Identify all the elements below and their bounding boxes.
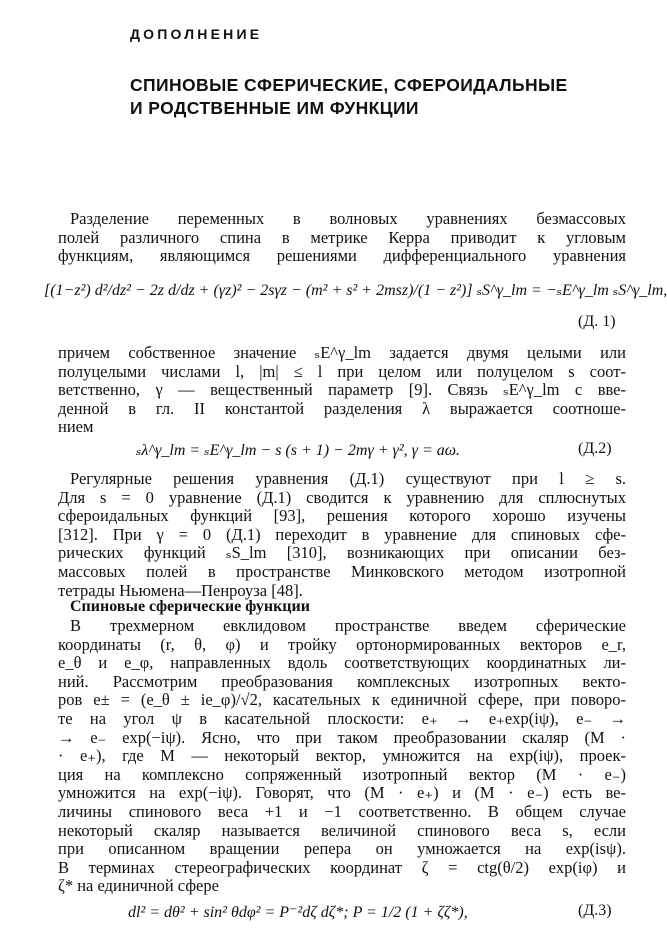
text-line: функциям, являющимся решениями дифференциального уравнения — [58, 247, 626, 266]
equation-d1: [(1−z²) d²/dz² − 2z d/dz + (γz)² − 2sγz − (m² + s² + 2msz)/(1 − z²)] ₛS^γ_lm = −ₛE^γ_lm ₛS^γ_lm, — [44, 282, 667, 299]
text-line: Разделение переменных в волновых уравнениях безмассовых — [70, 210, 626, 228]
text-line: Для s = 0 уравнение (Д.1) сводится к уравнению для сплюснутых — [58, 488, 626, 507]
text-line: нием — [58, 418, 94, 437]
text-line: ветственно, γ — вещественный параметр [9]. Связь ₛE^γ_lm с вве- — [58, 381, 626, 400]
text-line: координаты (r, θ, φ) и тройку ортонормированных векторов e_r, — [58, 635, 626, 654]
text-line: личины спинового веса +1 и −1 соответственно. В общем случае — [58, 802, 626, 821]
text-line: ров e± = (e_θ ± ie_φ)/√2, касательных к единичной сфере, при поворо- — [58, 691, 626, 710]
text-line: [312]. При γ = 0 (Д.1) переходит в уравнение для спиновых сфе- — [58, 525, 626, 544]
equation-number: (Д. 1) — [578, 313, 616, 330]
text-line: Регулярные решения уравнения (Д.1) существуют при l ≥ s. — [70, 470, 626, 488]
subsection-heading: Спиновые сферические функции — [70, 598, 310, 615]
text-line: ζ* на единичной сфере — [58, 877, 219, 896]
text-line: причем собственное значение ₛE^γ_lm задается двумя целыми или — [58, 344, 626, 362]
text-line: полей различного спина в метрике Керра приводит к угловым — [58, 228, 626, 247]
text-line: некоторый скаляр называется величиной спинового веса s, если — [58, 821, 626, 840]
text-line: сфероидальных функций [93], решения которого хорошо изучены — [58, 507, 626, 526]
text-line: при описанном вращении репера он умножается на exp(isψ). — [58, 840, 626, 859]
equation-number: (Д.2) — [578, 440, 612, 457]
text-line: В терминах стереографических координат ζ = ctg(θ/2) exp(iφ) и — [58, 858, 626, 877]
text-line: В трехмерном евклидовом пространстве введем сферические — [70, 617, 626, 635]
title-line: СПИНОВЫЕ СФЕРИЧЕСКИЕ, СФЕРОИДАЛЬНЫЕ — [130, 75, 568, 95]
text-line: ний. Рассмотрим преобразования комплексных изотропных векто- — [58, 672, 626, 691]
title-line: И РОДСТВЕННЫЕ ИМ ФУНКЦИИ — [130, 98, 419, 118]
text-line: денной в гл. II константой разделения λ выражается соотноше- — [58, 399, 626, 418]
equation-number: (Д.3) — [578, 902, 612, 919]
text-line: те на угол ψ в касательной плоскости: e₊ → e₊exp(iψ), e₋ → — [58, 709, 626, 728]
equation-d3: dl² = dθ² + sin² θdφ² = P⁻²dζ dζ*; P = 1/2 (1 + ζζ*), — [128, 904, 468, 921]
paragraph-regular-solutions — [58, 470, 626, 600]
paragraph-spin-weight — [58, 617, 626, 896]
paragraph-intro — [58, 210, 626, 266]
page-title — [130, 74, 630, 120]
text-line: рических функций ₛS_lm [310], возникающих при описании без- — [58, 544, 626, 563]
text-line: тетрады Ньюмена—Пенроуза [48]. — [58, 581, 303, 600]
text-line: умножится на exp(−iψ). Говорят, что (M · e₊) и (M · e₋) есть ве- — [58, 784, 626, 803]
text-line: полуцелыми числами l, |m| ≤ l при целом или полуцелом s соот- — [58, 362, 626, 381]
text-line: → e₋ exp(−iψ). Ясно, что при таком преобразовании скаляр (M · — [58, 728, 626, 747]
text-line: e_θ и e_φ, направленных вдоль соответствующих координатных ли- — [58, 654, 626, 673]
text-line: · e₊), где M — некоторый вектор, умножится на exp(iψ), проек- — [58, 747, 626, 766]
text-line: массовых полей в пространстве Минковского методом изотропной — [58, 562, 626, 581]
paragraph-eigenvalue — [58, 344, 626, 437]
section-label: ДОПОЛНЕНИЕ — [130, 26, 263, 42]
equation-d2: ₛλ^γ_lm = ₛE^γ_lm − s (s + 1) − 2mγ + γ², γ = aω. — [136, 442, 461, 459]
text-line: ция на комплексно сопряженный изотропный вектор (M · e₋) — [58, 765, 626, 784]
